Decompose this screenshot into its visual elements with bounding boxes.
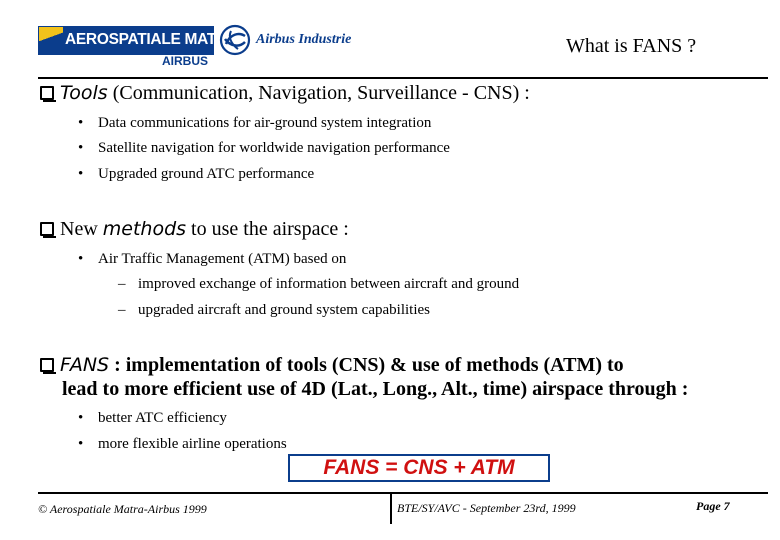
section-tools-heading	[40, 82, 530, 105]
fans-emphasis: FANS	[60, 354, 110, 376]
airbus-industrie-emblem-icon	[219, 24, 251, 56]
tools-heading-text: (Communication, Navigation, Surveillance - CNS) :	[107, 82, 530, 104]
section-methods-heading: New methods to use the airspace :	[40, 218, 349, 241]
page-title: What is FANS ?	[566, 35, 697, 57]
sub-list-item: – improved exchange of information between aircraft and ground	[118, 276, 520, 292]
list-item: • Upgraded ground ATC performance	[78, 166, 315, 182]
methods-emphasis: methods	[102, 218, 187, 240]
header-divider	[38, 77, 768, 79]
list-item: • Satellite navigation for worldwide navigation performance	[78, 140, 450, 156]
airbus-industrie-name: Airbus Industrie	[256, 32, 352, 47]
aerospatiale-matra-logo	[38, 26, 238, 55]
page-number: Page 7	[696, 499, 730, 513]
section-fans-heading: FANS : implementation of tools (CNS) & use of methods (ATM) to	[40, 354, 624, 377]
logo-text: AEROSPATIALE MATRA	[65, 31, 238, 48]
list-item: • more flexible airline operations	[78, 436, 287, 452]
list-item: • Air Traffic Management (ATM) based on	[78, 251, 347, 267]
tools-emphasis: Tools	[60, 82, 108, 104]
list-item: • better ATC efficiency	[78, 410, 227, 426]
checkbox-bullet-icon	[40, 86, 54, 100]
footer-reference: BTE/SY/AVC - September 23rd, 1999	[397, 501, 576, 515]
section-fans-heading-line2: lead to more efficient use of 4D (Lat., Long., Alt., time) airspace through :	[62, 378, 689, 400]
sub-list-item: – upgraded aircraft and ground system capabilities	[118, 302, 430, 318]
checkbox-bullet-icon	[40, 358, 54, 372]
footer-separator	[390, 492, 392, 524]
list-item: • Data communications for air-ground system integration	[78, 115, 432, 131]
checkbox-bullet-icon	[40, 222, 54, 236]
footer-copyright: © Aerospatiale Matra-Airbus 1999	[38, 502, 207, 516]
fans-formula-box: FANS = CNS + ATM	[288, 454, 550, 482]
airbus-logo-text: AIRBUS	[162, 54, 209, 68]
logo-stripe	[39, 27, 63, 54]
footer-divider	[38, 492, 768, 494]
